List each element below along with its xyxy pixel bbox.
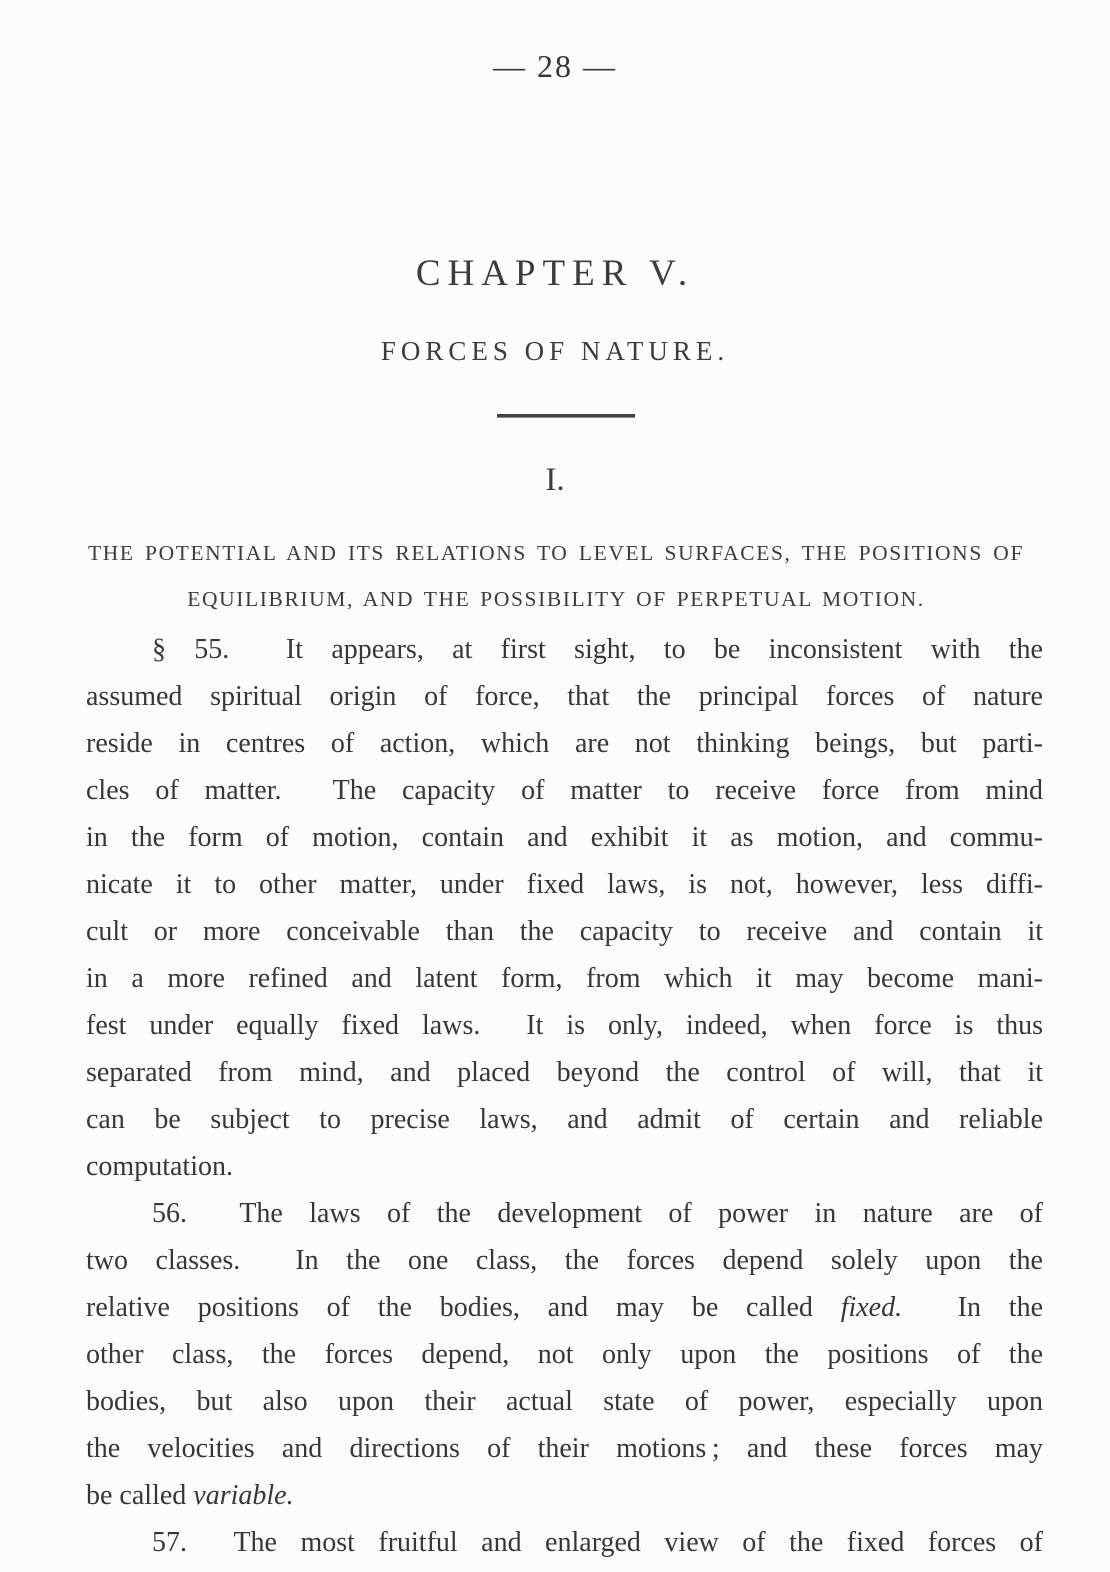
text-line: cles of matter. The capacity of matter to receive force from mind (86, 775, 1043, 806)
text-run: In the (902, 1292, 1043, 1323)
text-line: separated from mind, and placed beyond the control of will, that it (86, 1057, 1043, 1088)
text-line: cult or more conceivable than the capacity to receive and contain it (86, 916, 1043, 947)
italic-term-fixed: fixed. (840, 1292, 903, 1323)
text-line (86, 1472, 1043, 1519)
text-run: be called (86, 1480, 194, 1511)
text-line: bodies, but also upon their actual state of power, especially upon (86, 1386, 1043, 1417)
chapter-title: CHAPTER V. (415, 253, 695, 294)
text-line: in the form of motion, contain and exhibit it as motion, and commu- (86, 822, 1043, 853)
section-divider-rule (497, 414, 635, 418)
text-run: relative positions of the bodies, and may be called (86, 1292, 841, 1323)
text-line: in a more refined and latent form, from which it may become mani- (86, 963, 1043, 994)
section-heading-line-2: EQUILIBRIUM, AND THE POSSIBILITY OF PERPETUAL MOTION. (187, 587, 925, 611)
section-number: I. (545, 462, 565, 498)
text-line: nicate it to other matter, under fixed laws, is not, however, less diffi- (86, 869, 1043, 900)
body-text (86, 626, 1043, 1566)
text-line (86, 1284, 1043, 1331)
text-line: computation. (86, 1151, 233, 1182)
text-line: § 55. It appears, at first sight, to be inconsistent with the (152, 634, 1043, 665)
text-line: reside in centres of action, which are not thinking beings, but parti- (86, 728, 1043, 759)
chapter-subtitle: FORCES OF NATURE. (380, 336, 730, 366)
italic-term-variable: variable. (193, 1480, 294, 1511)
text-line: 57. The most fruitful and enlarged view of the fixed forces of (152, 1527, 1043, 1558)
text-line: two classes. In the one class, the forces depend solely upon the (86, 1245, 1043, 1276)
text-line: the velocities and directions of their motions ; and these forces may (86, 1433, 1043, 1464)
text-line: fest under equally fixed laws. It is only, indeed, when force is thus (86, 1010, 1043, 1041)
text-line: assumed spiritual origin of force, that the principal forces of nature (86, 681, 1043, 712)
text-line: can be subject to precise laws, and admit of certain and reliable (86, 1104, 1043, 1135)
section-heading (88, 530, 1024, 622)
section-heading-line-1: THE POTENTIAL AND ITS RELATIONS TO LEVEL SURFACES, THE POSITIONS OF (88, 541, 1024, 565)
text-line: other class, the forces depend, not only upon the positions of the (86, 1339, 1043, 1370)
page-number: — 28 — (493, 48, 617, 84)
text-line: 56. The laws of the development of power in nature are of (152, 1198, 1043, 1229)
